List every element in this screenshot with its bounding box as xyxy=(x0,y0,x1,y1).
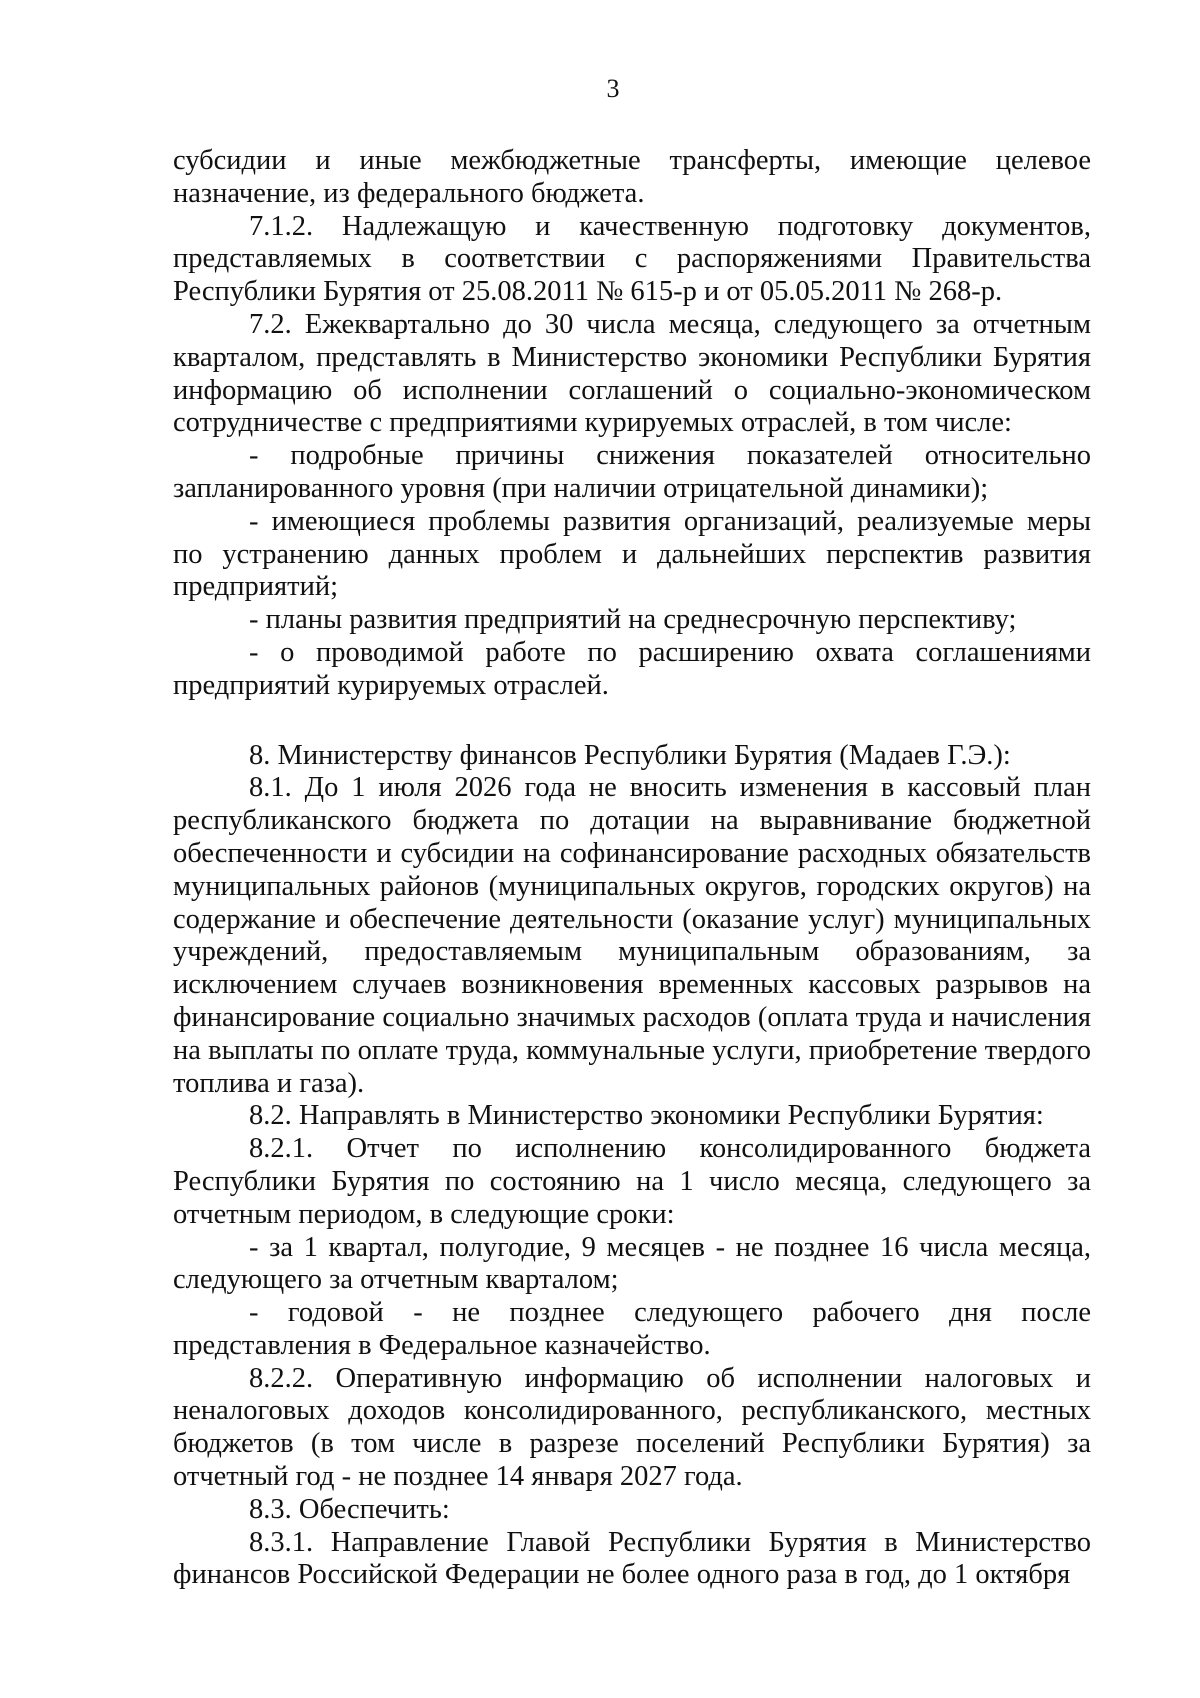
paragraph-8-3: 8.3. Обеспечить: xyxy=(249,1493,450,1525)
paragraph-7-2: 7.2. Ежеквартально до 30 числа месяца, следующего за отчетным кварталом, представлять в Министерство экономики Республики Бурятия информацию об исполнении соглашений о социально-экономическом сотрудничестве с предприятиями курируемых отраслей, в том числе: xyxy=(173,308,1091,439)
paragraph-8-2-1: 8.2.1. Отчет по исполнению консолидированного бюджета Республики Бурятия по состоянию на 1 число месяца, следующего за отчетным периодом, в следующие сроки: xyxy=(173,1133,1091,1230)
paragraph-8-2: 8.2. Направлять в Министерство экономики Республики Бурятия: xyxy=(249,1100,1044,1132)
list-item-reasons: - подробные причины снижения показателей относительно запланированного уровня (при наличии отрицательной динамики); xyxy=(173,440,1091,504)
list-item-coverage: - о проводимой работе по расширению охвата соглашениями предприятий курируемых отраслей. xyxy=(173,636,1091,701)
paragraph-8-2-2: 8.2.2. Оперативную информацию об исполнении налоговых и неналоговых доходов консолидированного, республиканского, местных бюджетов (в том числе в разрезе поселений Республики Бурятия) за отчетный год - не позднее 14 января 2027 года. xyxy=(173,1362,1091,1493)
list-item-annual-deadline: - годовой - не позднее следующего рабочего дня после представления в Федеральное казначейство. xyxy=(173,1297,1091,1361)
paragraph-7-1-2: 7.1.2. Надлежащую и качественную подготовку документов, представляемых в соответствии с распоряжениями Правительства Республики Бурятия от 25.08.2011 № 615-р и от 05.05.2011 № 268-р. xyxy=(173,210,1091,308)
document-body xyxy=(173,145,1091,1592)
paragraph-8-heading: 8. Министерству финансов Республики Бурятия (Мадаев Г.Э.): xyxy=(249,739,1011,771)
list-item-problems: - имеющиеся проблемы развития организаций, реализуемые меры по устранению данных проблем и дальнейших перспектив развития предприятий; xyxy=(173,505,1091,603)
list-item-quarterly-deadline: - за 1 квартал, полугодие, 9 месяцев - не позднее 16 числа месяца, следующего за отчетным кварталом; xyxy=(173,1231,1091,1296)
paragraph-subsidies-continuation: субсидии и иные межбюджетные трансферты, имеющие целевое назначение, из федерального бюджета. xyxy=(173,145,1091,209)
paragraph-8-1: 8.1. До 1 июля 2026 года не вносить изменения в кассовый план республиканского бюджета по дотации на выравнивание бюджетной обеспеченности и субсидии на софинансирование расходных обязательств муниципальных районов (муниципальных округов, городских округов) на содержание и обеспечение деятельности (оказание услуг) муниципальных учреждений, предоставляемым муниципальным образованиям, за исключением случаев возникновения временных кассовых разрывов на финансирование социально значимых расходов (оплата труда и начисления на выплаты по оплате труда, коммунальные услуги, приобретение твердого топлива и газа). xyxy=(173,772,1091,1099)
list-item-plans: - планы развития предприятий на среднесрочную перспективу; xyxy=(249,604,1017,636)
paragraph-8-3-1: 8.3.1. Направление Главой Республики Бурятия в Министерство финансов Российской Федерации не более одного раза в год, до 1 октября xyxy=(173,1526,1091,1591)
page-number: 3 xyxy=(606,74,620,103)
section-gap xyxy=(173,703,1091,740)
